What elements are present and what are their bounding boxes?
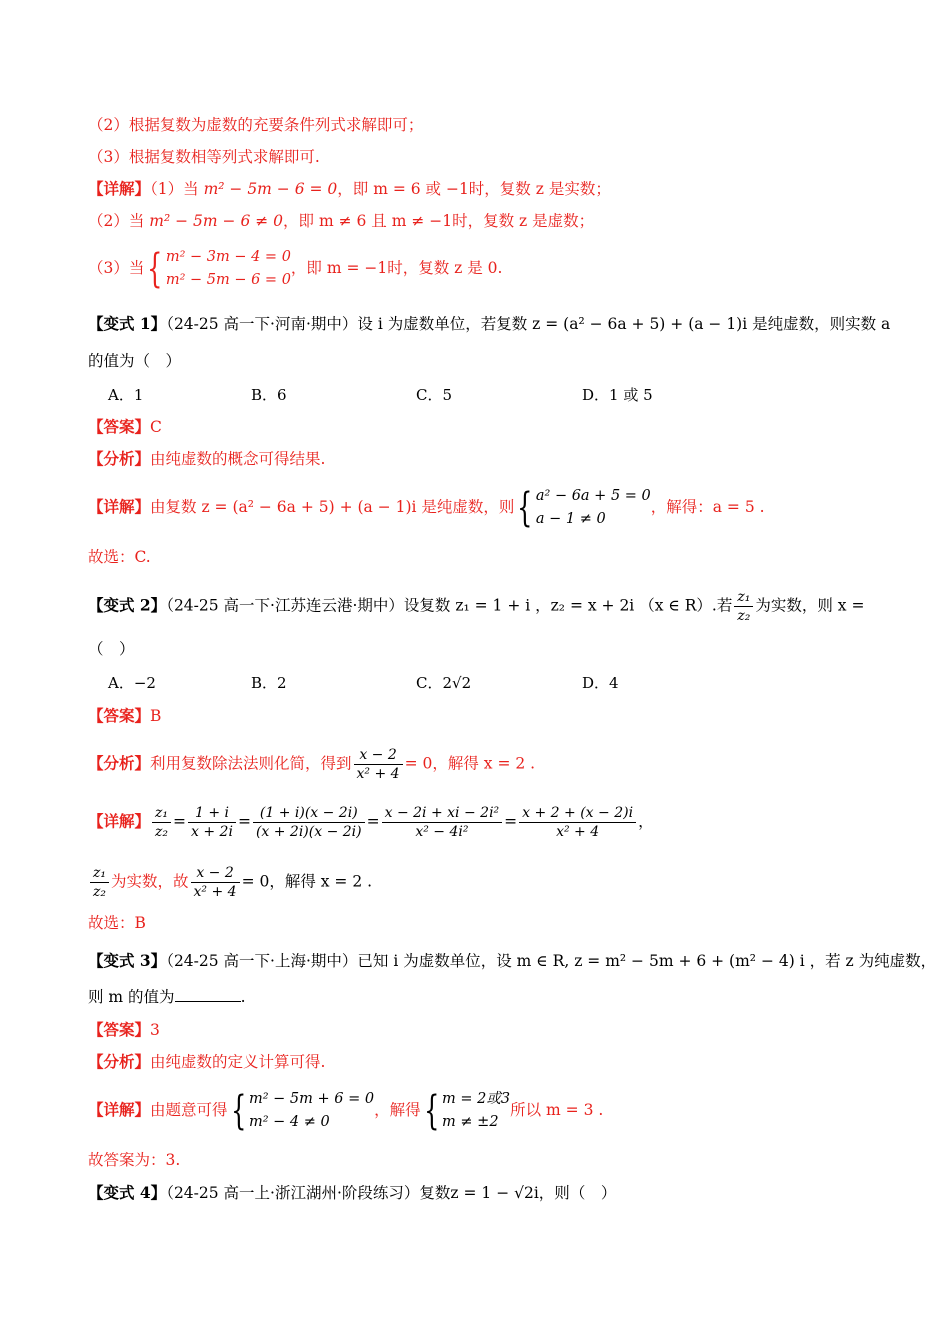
stem-text: 复数z = 1 − √2i，则（ ）	[419, 1184, 617, 1202]
fraction: $\frac{\text{x − 2i + xi − 2i²}}{\text{x² − 4i²}}$	[382, 804, 503, 841]
source: （24-25 高一下·江苏连云港·期中）	[166, 596, 404, 615]
brace: {	[230, 1088, 246, 1134]
text: 由复数 z = (a² − 6a + 5) + (a − 1)i 是纯虚数，则	[150, 498, 515, 516]
text: = 0，解得 x = 2 .	[404, 754, 536, 773]
analysis-tag: 【分析】	[88, 753, 151, 773]
variant-4-stem	[88, 1182, 616, 1204]
fraction: $\frac{x + 2 + (x - 2)i}{\text{x² + 4}}$	[519, 804, 636, 841]
source: （24-25 高一下·上海·期中）	[166, 952, 358, 970]
variant-1-stem	[88, 313, 890, 335]
fraction: $\frac{x - 2}{\text{x² + 4}}$	[354, 746, 403, 783]
detail-line	[88, 1088, 603, 1134]
detail-tag: 【详解】	[88, 179, 151, 198]
equation-system: m² − 5m + 6 = 0 m² − 4 ≠ 0	[248, 1091, 375, 1130]
detail-line	[88, 178, 611, 200]
text: 为实数，故	[111, 872, 189, 891]
answer-line	[88, 1019, 160, 1041]
variant-tag: 【变式 1】	[88, 314, 167, 333]
variant-tag: 【变式 4】	[88, 1183, 167, 1202]
detail-tag: 【详解】	[88, 1100, 151, 1119]
final-line: 故选：B	[88, 914, 146, 932]
stem-text: 设复数 z₁ = 1 + i ，z₂ = x + 2i （x ∈ R）.若	[403, 596, 733, 615]
text: 所以 m = 3 .	[510, 1101, 604, 1119]
option-d: D．1 或 5	[582, 386, 653, 404]
answer: 3	[150, 1021, 160, 1039]
fraction: $\frac{\text{z₁}}{\text{z₂}}$	[152, 804, 171, 841]
equation-system: m² − 3m − 4 = 0 m² − 5m − 6 = 0	[165, 249, 291, 288]
source: （24-25 高一上·浙江湖州·阶段练习）	[166, 1184, 420, 1202]
stem-text: 设 i 为虚数单位，若复数 z = (a² − 6a + 5) + (a − 1)i 是纯虚数，则实数 a	[357, 315, 891, 333]
answer: C	[150, 418, 162, 436]
answer-line	[88, 705, 161, 727]
detail-line	[88, 246, 502, 292]
text: ，解得	[374, 1101, 421, 1119]
text: ，解得：a = 5 .	[650, 498, 765, 516]
variant-tag: 【变式 2】	[88, 595, 167, 615]
analysis-line	[88, 746, 535, 783]
answer-tag: 【答案】	[88, 706, 151, 725]
detail-line	[88, 485, 765, 531]
variant-1-stem-cont: 的值为（ ）	[88, 352, 182, 370]
text-line: （2）根据复数为虚数的充要条件列式求解即可；	[88, 116, 424, 134]
fraction: $\frac{(1 + i)(x - 2i)}{(x + 2i)(x - 2i)}$	[253, 804, 365, 841]
option-c: C．5	[416, 386, 453, 404]
variant-tag: 【变式 3】	[88, 951, 167, 970]
fraction: $\frac{x - 2}{\text{x² + 4}}$	[191, 864, 240, 901]
text: 利用复数除法法则化简，得到	[150, 754, 352, 773]
analysis-line	[88, 1051, 325, 1073]
stem-text: 则 m 的值为	[88, 988, 175, 1006]
answer-line	[88, 416, 162, 438]
variant-3-stem	[88, 950, 936, 972]
text-line: （3）根据复数相等列式求解即可.	[88, 148, 320, 166]
text: = 0，解得 x = 2 .	[241, 872, 373, 891]
fraction: $\frac{\text{z₁}}{\text{z₂}}$	[734, 588, 753, 625]
text: ，即 m = −1时，复数 z 是 0.	[290, 259, 503, 277]
answer-tag: 【答案】	[88, 417, 151, 436]
answer-blank	[175, 987, 241, 1002]
analysis-tag: 【分析】	[88, 449, 151, 468]
equation-system: m = 2或3 m ≠ ±2	[442, 1091, 511, 1130]
brace: {	[147, 246, 163, 292]
analysis-line	[88, 448, 325, 470]
detail-line	[88, 864, 372, 901]
variant-2-stem-cont: （ ）	[88, 640, 135, 658]
text: （1）当	[150, 180, 204, 198]
text: ，即 m = 6 或 −1时，复数 z 是实数；	[337, 180, 611, 198]
equation: m² − 5m − 6 ≠ 0	[149, 212, 284, 230]
source: （24-25 高一下·河南·期中）	[166, 315, 358, 333]
stem-text: 已知 i 为虚数单位，设 m ∈ R, z = m² − 5m + 6 + (m² − 4) i ，若 z 为纯虚数，	[357, 952, 937, 970]
fraction: $\frac{\text{z₁}}{\text{z₂}}$	[90, 864, 109, 901]
option-c: C．2√2	[416, 674, 472, 692]
detail-line	[88, 210, 594, 232]
option-b: B．6	[251, 386, 287, 404]
detail-tag: 【详解】	[88, 497, 151, 516]
detail-tag: 【详解】	[88, 811, 151, 831]
equation-system: a² − 6a + 5 = 0 a − 1 ≠ 0	[535, 488, 651, 527]
analysis-tag: 【分析】	[88, 1052, 151, 1071]
text: 由题意可得	[150, 1101, 228, 1119]
final-line: 故答案为：3.	[88, 1151, 181, 1169]
option-b: B．2	[251, 674, 287, 692]
answer-tag: 【答案】	[88, 1020, 151, 1039]
text: ，即 m ≠ 6 且 m ≠ −1时，复数 z 是虚数；	[283, 212, 595, 230]
option-d: D．4	[582, 674, 619, 692]
brace: {	[423, 1088, 439, 1134]
text: （3）当	[88, 259, 145, 277]
fraction: $\frac{1 + i}{x + 2i}$	[188, 804, 236, 841]
analysis: 由纯虚数的概念可得结果.	[150, 450, 326, 468]
option-a: A．1	[108, 386, 144, 404]
variant-3-stem-cont	[88, 986, 246, 1008]
stem-text: .	[240, 988, 246, 1006]
answer: B	[150, 707, 162, 725]
detail-line: 【详解】 $\frac{\text{z₁}}{\text{z₂}}$ = $\frac{1 + i}{x + 2i}$ = $\frac{(1 + i)(x - 2i)}{(x + 2i)(x - 2i)}$ = $\frac{\text{x − 2i + xi − 2i²}}{\text{x² − 4i²}}$ = $\frac{x + 2 + (x - 2)i}{\text{x² + 4}}$ ，	[88, 805, 654, 840]
final-line: 故选：C.	[88, 548, 151, 566]
option-a: A．−2	[108, 674, 156, 692]
brace: {	[517, 485, 533, 531]
equation: m² − 5m − 6 = 0	[203, 180, 338, 198]
variant-2-stem	[88, 588, 864, 625]
text: （2）当	[88, 212, 150, 230]
stem-text: 为实数，则 x =	[755, 596, 865, 615]
analysis: 由纯虚数的定义计算可得.	[150, 1053, 326, 1071]
